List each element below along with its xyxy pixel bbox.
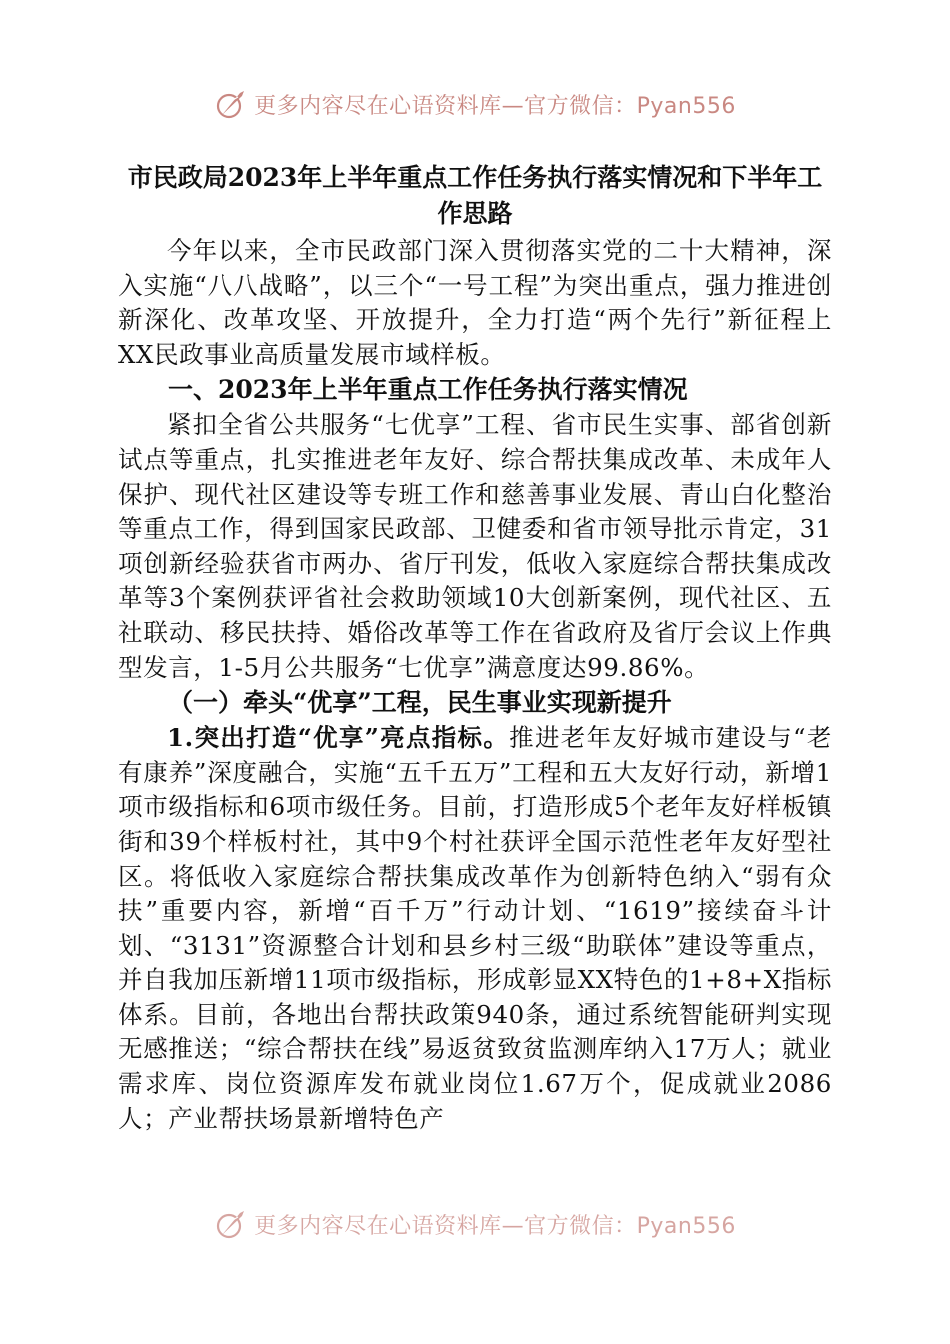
- item-body: 推进老年友好城市建设与“老有康养”深度融合，实施“五千五万”工程和五大友好行动，新增1项市级指标和6项市级任务。目前，打造形成5个老年友好样板镇街和39个样板村社，其中9个村社获评全国示范性老年友好型社区。将低收入家庭综合帮扶集成改革作为创新特色纳入“弱有众扶”重要内容，新增“百千万”行动计划、“1619”接续奋斗计划、“3131”资源整合计划和县乡村三级“助联体”建设等重点，并自我加压新增11项市级指标，形成彰显XX特色的1+8+X指标体系。目前，各地出台帮扶政策940条，通过系统智能研判实现无感推送；“综合帮扶在线”易返贫致贫监测库纳入17万人；就业需求库、岗位资源库发布就业岗位1.67万个，促成就业2086人；产业帮扶场景新增特色产: [118, 723, 832, 1133]
- item-lead: 1.突出打造“优享”亮点指标。: [167, 723, 510, 753]
- section-heading: 一、2023年上半年重点工作任务执行落实情况: [168, 375, 688, 405]
- intro-paragraph: 今年以来，全市民政部门深入贯彻落实党的二十大精神，深入实施“八八战略”，以三个“一号工程”为突出重点，强力推进创新深化、改革攻坚、开放提升，全力打造“两个先行”新征程上XX民政事业高质量发展市域样板。: [118, 236, 832, 369]
- section-paragraph: 紧扣全省公共服务“七优享”工程、省市民生实事、部省创新试点等重点，扎实推进老年友好、综合帮扶集成改革、未成年人保护、现代社区建设等专班工作和慈善事业发展、青山白化整治等重点工作，得到国家民政部、卫健委和省市领导批示肯定，31项创新经验获省市两办、省厅刊发，低收入家庭综合帮扶集成改革等3个案例获评省社会救助领域10大创新案例，现代社区、五社联动、移民扶持、婚俗改革等工作在省政府及省厅会议上作典型发言，1-5月公共服务“七优享”满意度达99.86%。: [118, 410, 832, 682]
- document-body: [118, 160, 832, 1136]
- document-title: 市民政局2023年上半年重点工作任务执行落实情况和下半年工作思路: [127, 163, 823, 228]
- quill-logo-icon: [214, 1207, 248, 1241]
- item-paragraph: [118, 721, 832, 1136]
- subsection-heading: （一）牵头“优享”工程，民生事业实现新提升: [168, 688, 672, 718]
- quill-logo-icon: [214, 87, 248, 121]
- watermark-text: 更多内容尽在心语资料库—官方微信：Pyan556: [254, 1213, 736, 1239]
- watermark-header: [0, 84, 950, 124]
- watermark-text: 更多内容尽在心语资料库—官方微信：Pyan556: [254, 93, 736, 119]
- watermark-footer: [0, 1204, 950, 1244]
